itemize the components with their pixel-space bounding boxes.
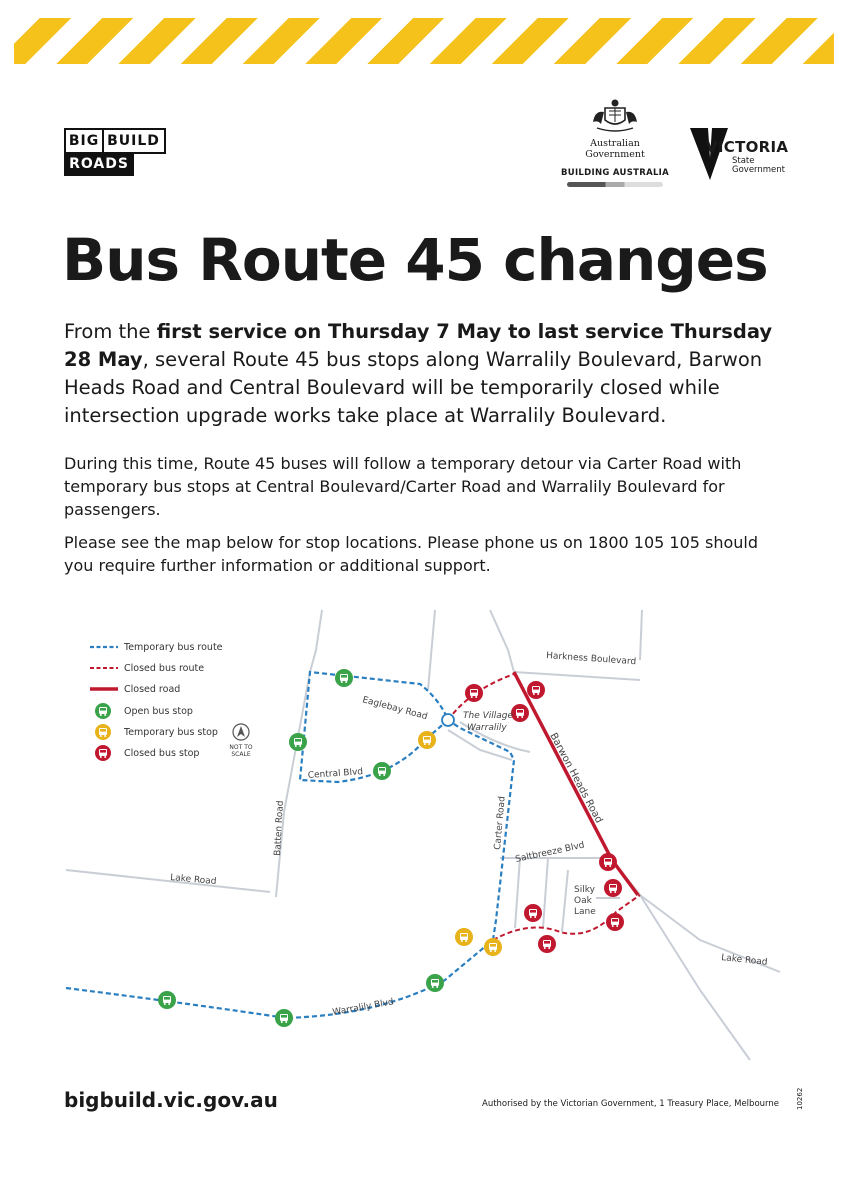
street-2 (543, 858, 548, 928)
label-barwon: Barwon Heads Road (547, 731, 605, 826)
lead-pre: From the (64, 320, 157, 343)
legend-closed-route: Closed bus route (124, 663, 205, 674)
aus-gov-bar (567, 182, 663, 187)
label-silky-1: Silky (574, 885, 595, 895)
closed-stop (465, 684, 483, 702)
temp-route-loop (300, 672, 448, 782)
closed-stop (606, 913, 624, 931)
victoria-state-government-logo (688, 124, 798, 184)
closed-stop (524, 904, 542, 922)
closed-stop (604, 879, 622, 897)
legend-temp-route: Temporary bus route (124, 642, 223, 653)
label-silky-2: Oak (574, 896, 592, 906)
lake-road-left (66, 870, 270, 892)
logo-big-word: BIG (64, 128, 104, 154)
victoria-word: VICTORIA (706, 138, 789, 156)
footer-authorisation: Authorised by the Victorian Government, 1 Treasury Place, Melbourne (482, 1099, 779, 1109)
big-build-roads-logo (64, 128, 172, 182)
lead-bold-dates: first service on Thursday 7 May to last service Thursday 28 May (64, 320, 773, 371)
not-to-scale-1: NOT TO (229, 744, 253, 751)
open-stop (373, 762, 391, 780)
hazard-stripe-banner (14, 18, 834, 64)
north-arrow-icon (233, 724, 249, 740)
footer-document-code: 10262 (796, 1087, 804, 1110)
logo-roads-word: ROADS (64, 152, 134, 176)
road-north-3 (640, 610, 642, 660)
closed-stop (527, 681, 545, 699)
contact-paragraph: Please see the map below for stop locations. Please phone us on 1800 105 105 should you require further information or additional support. (64, 533, 759, 575)
open-stop (275, 1009, 293, 1027)
route-map (0, 600, 849, 1080)
australian-government-logo (560, 98, 670, 187)
label-carter: Carter Road (493, 795, 508, 851)
label-batten: Batten Road (273, 800, 286, 857)
harkness-boulevard (514, 672, 640, 680)
legend-open-stop-icon (95, 703, 111, 719)
barwon-heads-road-line (514, 672, 750, 1060)
road-north-2 (490, 610, 514, 672)
open-stop (426, 974, 444, 992)
map-legend (90, 642, 253, 761)
coat-of-arms-icon (589, 98, 641, 132)
temporary-stop (484, 938, 502, 956)
road-network (66, 610, 780, 1060)
label-lake-left: Lake Road (169, 873, 217, 888)
legend-closed-stop-icon (95, 745, 111, 761)
street-1 (515, 858, 520, 928)
temporary-stops (418, 731, 502, 956)
legend-closed-road: Closed road (124, 684, 181, 695)
lead-post: , several Route 45 bus stops along Warralily Boulevard, Barwon Heads Road and Central Boulevard will be temporarily closed while intersection upgrade works take place at Warralily Boulevard. (64, 348, 763, 427)
detour-paragraph: During this time, Route 45 buses will follow a temporary detour via Carter Road with temporary bus stops at Central Boulevard/Carter Road and Warralily Boulevard for passengers. (64, 454, 742, 519)
street-3 (562, 870, 568, 932)
label-warralily: Warralily Blvd (331, 997, 395, 1018)
lead-paragraph (64, 318, 784, 430)
temporary-stop (455, 928, 473, 946)
logo-build-word: BUILD (102, 128, 166, 154)
closed-stop (511, 704, 529, 722)
open-stop (335, 669, 353, 687)
not-to-scale-2: SCALE (231, 751, 251, 758)
state-government-text (732, 157, 785, 175)
temporary-stop (418, 731, 436, 749)
label-central: Central Blvd (307, 767, 364, 781)
building-australia-text: BUILDING AUSTRALIA (560, 168, 670, 178)
legend-temp-stop: Temporary bus stop (124, 727, 218, 738)
label-lake-right: Lake Road (720, 953, 768, 968)
legend-open-stop: Open bus stop (124, 706, 193, 717)
open-stop (289, 733, 307, 751)
footer-website: bigbuild.vic.gov.au (64, 1088, 278, 1112)
label-silky-3: Lane (574, 907, 596, 917)
label-village-2: Warralily (467, 723, 507, 733)
roundabout (442, 714, 454, 726)
closed-stop (538, 935, 556, 953)
label-eaglebay: Eaglebay Road (361, 695, 429, 723)
label-harkness: Harkness Boulevard (545, 651, 637, 668)
open-stop (158, 991, 176, 1009)
legend-closed-stop: Closed bus stop (124, 748, 200, 759)
legend-temp-stop-icon (95, 724, 111, 740)
label-village-1: The Village (463, 711, 514, 721)
road-north-1 (428, 610, 435, 690)
closed-stop (599, 853, 617, 871)
government-word: Government (732, 165, 786, 175)
label-saltbreeze: Saltbreeze Blvd (514, 840, 586, 865)
page-title: Bus Route 45 changes (62, 226, 768, 294)
state-word: State (732, 156, 755, 166)
aus-gov-name: Australian Government (585, 138, 645, 160)
